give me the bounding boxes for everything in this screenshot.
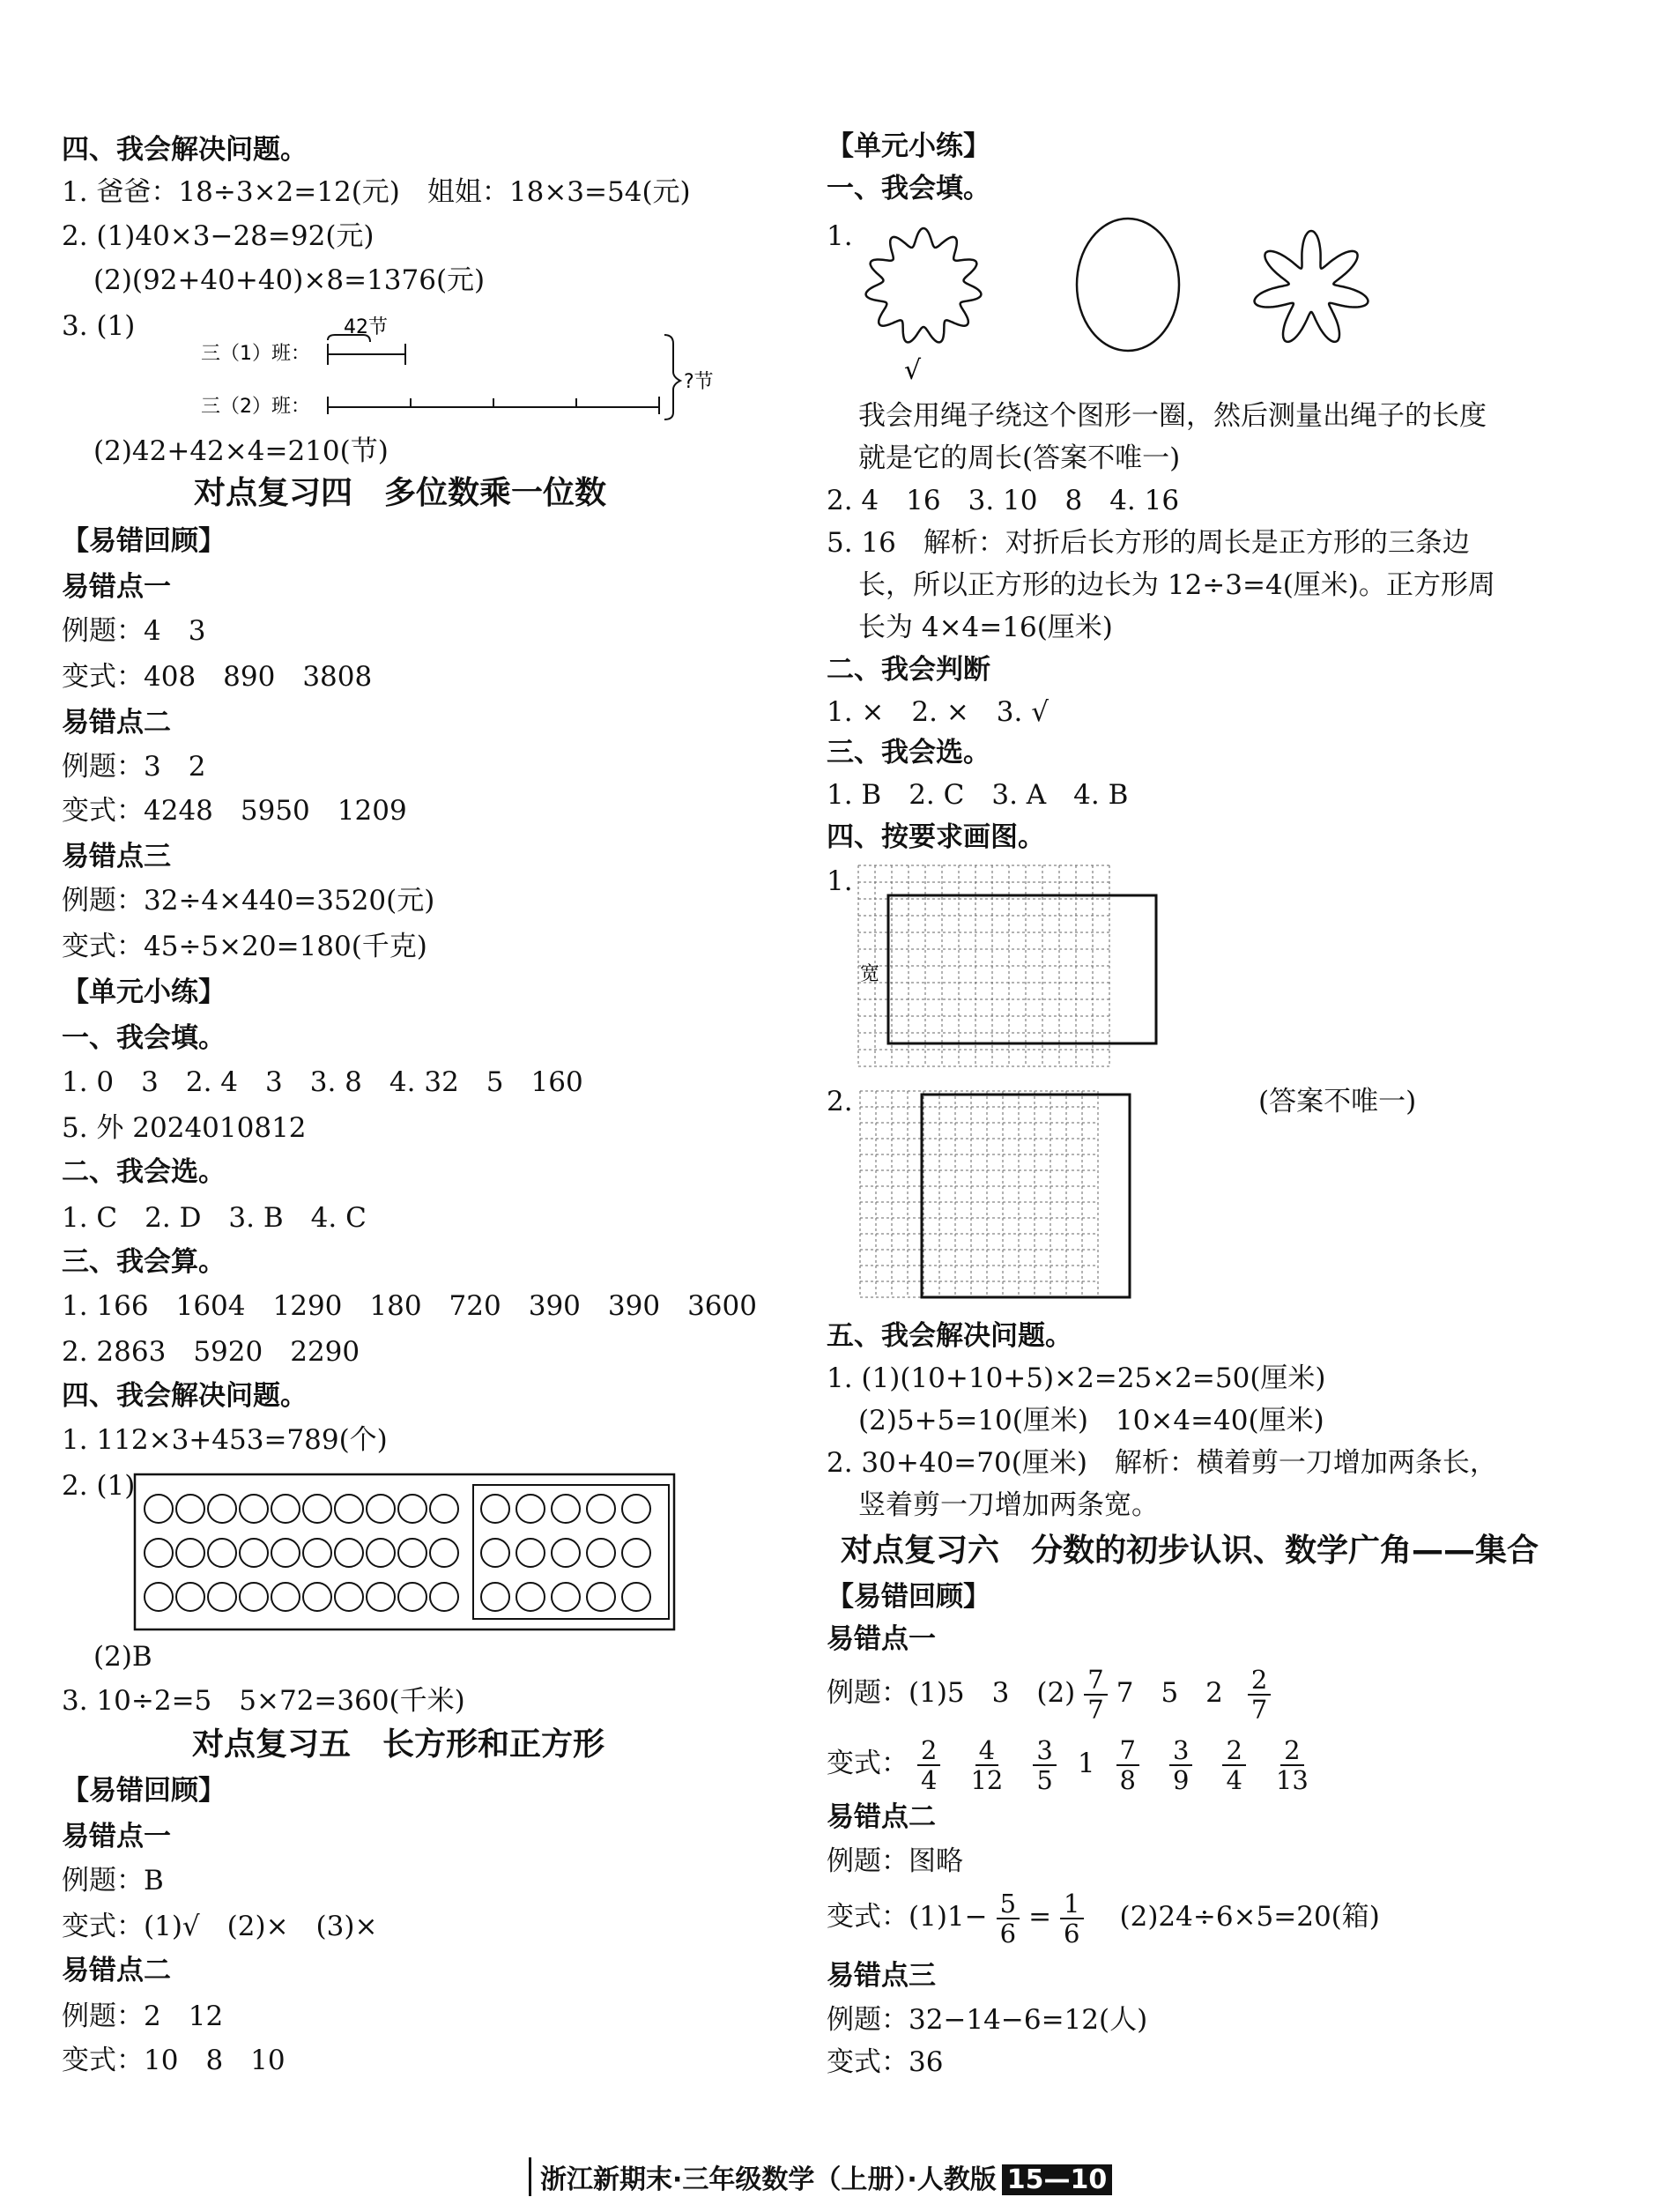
section-heading: 四、我会解决问题。 [62, 134, 308, 166]
circle-item [208, 1539, 236, 1567]
page-number: 15—10 [1002, 2164, 1113, 2195]
answer-line: 1. 爸爸：18÷3×2=12(元) 姐姐：18×3=54(元) [62, 176, 691, 208]
section-heading: 一、我会填。 [827, 173, 990, 204]
unit-heading: 【单元小练】 [62, 976, 226, 1008]
variant-line: 变式：36 [827, 2046, 944, 2078]
section-heading: 五、我会解决问题。 [827, 1320, 1072, 1352]
answer-line: 竖着剪一刀增加两条宽。 [858, 1489, 1159, 1521]
circle-item [622, 1583, 650, 1611]
answer-line: 3. (1) [62, 310, 136, 342]
wavy-shape [866, 228, 982, 342]
circle-item [481, 1539, 509, 1567]
circle-item [303, 1495, 331, 1523]
answer-line: 5. 外 2024010812 [62, 1112, 307, 1144]
point-heading: 易错点一 [62, 1821, 171, 1852]
circle-item [481, 1495, 509, 1523]
fraction: $\frac{4}{12}$ [970, 1734, 1004, 1795]
example-line: 例题：3 2 [62, 751, 206, 783]
answer-line: (2)(92+40+40)×8=1376(元) [93, 264, 486, 296]
answer-line: 就是它的周长(答案不唯一) [858, 442, 1181, 474]
circle-item [335, 1495, 363, 1523]
grid-drawing-1 [857, 864, 1227, 1075]
section-title: 对点复习五 长方形和正方形 [192, 1726, 605, 1763]
circle-item [552, 1495, 580, 1523]
point-heading: 易错点一 [827, 1623, 936, 1655]
check-mark: √ [904, 355, 922, 386]
variant-prefix: 变式：(1)1− [827, 1901, 988, 1933]
variant-line: 变式：408 890 3808 [62, 661, 373, 693]
answer-line: 2. 30+40=70(厘米) 解析：横着剪一刀增加两条长， [827, 1447, 1497, 1479]
answer-line: 1. B 2. C 3. A 4. B [827, 779, 1129, 811]
fraction: $\frac{7}{7}$ [1084, 1666, 1107, 1724]
review-heading: 【易错回顾】 [62, 525, 226, 557]
circle-item [208, 1495, 236, 1523]
answer-line: (2)5+5=10(厘米) 10×4=40(厘米) [858, 1405, 1324, 1436]
integer-one: 1 [1077, 1748, 1095, 1779]
circle-item [240, 1583, 268, 1611]
answer-line: 1. [827, 865, 853, 897]
answer-line: 1. × 2. × 3. √ [827, 696, 1049, 728]
answer-line: 2. 4 16 3. 10 8 4. 16 [827, 485, 1180, 516]
variant-line: 变式：10 8 10 [62, 2045, 286, 2076]
answer-line: 2. [827, 1086, 853, 1117]
point-heading: 易错点三 [62, 841, 171, 872]
answer-line: 1. C 2. D 3. B 4. C [62, 1202, 367, 1234]
example-prefix: 例题：(1)5 3 (2) [827, 1677, 1076, 1709]
answer-line: 1. [827, 220, 853, 252]
circle-item [240, 1539, 268, 1567]
flower-shape [1255, 231, 1368, 342]
fraction: $\frac{2}{7}$ [1248, 1666, 1271, 1724]
circle-item [271, 1495, 300, 1523]
answer-line: (2)B [93, 1641, 152, 1673]
circle-item [398, 1583, 426, 1611]
circle-item [622, 1539, 650, 1567]
circle-item [240, 1495, 268, 1523]
example-line [827, 1662, 1279, 1724]
fraction: $\frac{2}{13}$ [1275, 1734, 1309, 1795]
example-middle: 7 5 2 [1116, 1677, 1223, 1709]
point-heading: 易错点二 [62, 1955, 171, 1986]
circle-item [430, 1583, 458, 1611]
circle-item [587, 1539, 615, 1567]
line-segment-diagram [132, 308, 731, 555]
shapes-illustration [853, 212, 1399, 388]
variant-line: 变式：4248 5950 1209 [62, 795, 407, 827]
answer-line: (2)42+42×4=210(节) [93, 435, 389, 467]
circle-item [335, 1583, 363, 1611]
circle-item [552, 1583, 580, 1611]
circle-item [271, 1583, 300, 1611]
answer-line: 5. 16 解析：对折后长方形的周长是正方形的三条边 [827, 527, 1470, 559]
circle-item [145, 1495, 173, 1523]
answer-line: 1. 0 3 2. 4 3 3. 8 4. 32 5 160 [62, 1066, 583, 1098]
section-title: 对点复习四 多位数乘一位数 [194, 475, 607, 511]
circle-item [208, 1583, 236, 1611]
example-line: 例题：32÷4×440=3520(元) [62, 885, 435, 917]
circle-item [481, 1583, 509, 1611]
answer-line: 1. (1)(10+10+5)×2=25×2=50(厘米) [827, 1362, 1326, 1394]
grid-drawing-2 [858, 1089, 1246, 1301]
circle-item [622, 1495, 650, 1523]
section-heading: 二、我会判断 [827, 654, 990, 686]
example-line: 例题：B [62, 1865, 164, 1897]
footer-text: 浙江新期末·三年级数学（上册）·人教版 [540, 2164, 997, 2195]
drawn-rectangle [888, 895, 1156, 1043]
answer-line: 2. (1)40×3−28=92(元) [62, 220, 375, 252]
section-heading: 一、我会填。 [62, 1022, 226, 1054]
section-heading: 三、我会算。 [62, 1246, 226, 1278]
diagram-top-label: 42节 [344, 316, 388, 338]
point-heading: 易错点二 [827, 1801, 936, 1833]
page-footer [529, 2157, 1112, 2196]
width-label: 宽 [860, 963, 880, 985]
circle-item [587, 1495, 615, 1523]
example-line: 例题：4 3 [62, 615, 206, 647]
circle-item [516, 1539, 545, 1567]
circle-item [398, 1539, 426, 1567]
circle-item [176, 1583, 204, 1611]
fraction: $\frac{5}{6}$ [997, 1889, 1020, 1948]
answer-line: 1. 166 1604 1290 180 720 390 390 3600 [62, 1290, 757, 1322]
circle-item [516, 1495, 545, 1523]
circle-item [367, 1583, 395, 1611]
variant-line [827, 1733, 1317, 1794]
variant-line: 变式：45÷5×20=180(千克) [62, 931, 427, 962]
circle-item [367, 1495, 395, 1523]
variant-line: 变式：(1)√ (2)× (3)× [62, 1911, 378, 1942]
section-heading: 二、我会选。 [62, 1156, 226, 1188]
answer-line: 2. (1) [62, 1470, 136, 1502]
circle-item [587, 1583, 615, 1611]
equals-sign: = [1028, 1901, 1052, 1933]
fraction: $\frac{2}{4}$ [917, 1736, 940, 1794]
example-line: 例题：32−14−6=12(人) [827, 2004, 1148, 2036]
circle-item [271, 1539, 300, 1567]
answer-line: 3. 10÷2=5 5×72=360(千米) [62, 1685, 465, 1717]
point-heading: 易错点二 [62, 707, 171, 739]
section-heading: 四、我会解决问题。 [62, 1380, 308, 1412]
review-heading: 【易错回顾】 [827, 1581, 990, 1613]
circle-grouping-diagram [132, 1472, 740, 1639]
fraction: $\frac{7}{8}$ [1116, 1736, 1139, 1794]
answer-line: 2. 2863 5920 2290 [62, 1336, 360, 1368]
circle-item [335, 1539, 363, 1567]
answer-note: (答案不唯一) [1258, 1086, 1417, 1117]
circle-item [303, 1583, 331, 1611]
circle-item [176, 1539, 204, 1567]
diagram-row1-label: 三（1）班： [201, 343, 310, 365]
diagram-question: ?节 [684, 371, 714, 393]
answer-line: 长为 4×4=16(厘米) [858, 612, 1113, 643]
circle-item [516, 1583, 545, 1611]
circle-item [367, 1539, 395, 1567]
fraction: $\frac{3}{5}$ [1033, 1736, 1056, 1794]
fraction: $\frac{1}{6}$ [1060, 1889, 1083, 1948]
diagram-row2-label: 三（2）班： [201, 396, 310, 418]
answer-line: 1. 112×3+453=789(个) [62, 1424, 388, 1456]
circle-item [430, 1539, 458, 1567]
review-heading: 【易错回顾】 [62, 1775, 226, 1807]
circle-item [145, 1583, 173, 1611]
circle-item [552, 1539, 580, 1567]
oval-shape [1077, 219, 1179, 351]
variant-line [827, 1886, 1380, 1948]
example-line: 例题：2 12 [62, 2000, 224, 2032]
circle-item [303, 1539, 331, 1567]
point-heading: 易错点三 [827, 1960, 936, 1992]
example-line: 例题：图略 [827, 1845, 963, 1877]
variant-suffix: (2)24÷6×5=20(箱) [1092, 1901, 1380, 1933]
circle-item [430, 1495, 458, 1523]
answer-line: 我会用绳子绕这个图形一圈，然后测量出绳子的长度 [858, 400, 1487, 432]
drawn-square [922, 1095, 1130, 1297]
circle-item [145, 1539, 173, 1567]
variant-prefix: 变式： [827, 1748, 909, 1779]
point-heading: 易错点一 [62, 571, 171, 603]
circle-item [398, 1495, 426, 1523]
section-heading: 四、按要求画图。 [827, 821, 1045, 853]
section-heading: 三、我会选。 [827, 737, 990, 768]
fraction: $\frac{3}{9}$ [1169, 1736, 1192, 1794]
section-title: 对点复习六 分数的初步认识、数学广角——集合 [841, 1533, 1539, 1569]
unit-heading: 【单元小练】 [827, 130, 990, 162]
circle-item [176, 1495, 204, 1523]
fraction: $\frac{2}{4}$ [1222, 1736, 1245, 1794]
answer-line: 长，所以正方形的边长为 12÷3=4(厘米)。正方形周 [858, 569, 1495, 601]
